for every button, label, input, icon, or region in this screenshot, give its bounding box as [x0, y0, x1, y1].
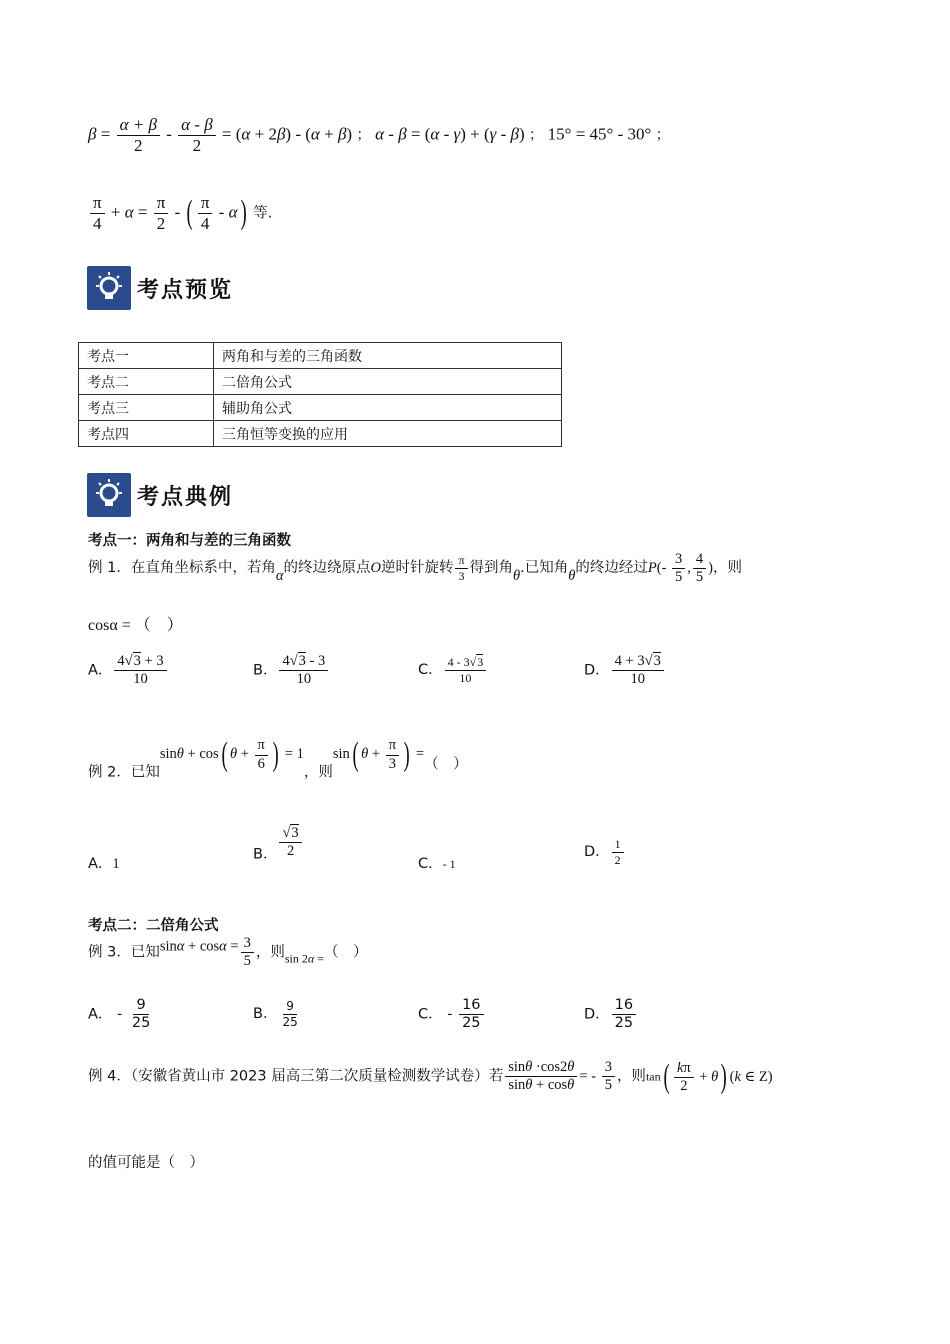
example-4: 例 4．（安徽省黄山市 2023 届高三第二次质量检测数学试卷）若 $\frac{\sin\theta \cdot\cos 2\theta}{\sin\theta + \cos\theta}$ = - $\frac{3}{5}$ ，则tan( $\frac{k\pi}{2}$ + θ) (k ∈ Z)	[88, 1058, 773, 1096]
option-b: B． $\frac{9}{25}$	[253, 999, 298, 1029]
table-cell: 考点一	[79, 343, 214, 369]
example-3: 例 3．已知sinα + cosα = $\frac{3}{5}$ ，则$_{sin 2\alpha =}$（ ）	[88, 935, 368, 970]
option-b: B． $\frac{4√3 - 3}{10}$	[253, 654, 330, 687]
formula-line-1: β = $\frac{\alpha + \beta}{2}$ - $\frac{\alpha - \beta}{2}$ = (α + 2β) - (α + β) ； α - β = (α - γ) + (γ - β) ； 15° = 45° - 30° ；	[88, 115, 671, 155]
table-cell: 考点二	[79, 369, 214, 395]
example-2: 例 2．已知sinθ + cos( θ + $\frac{\pi}{6}$ ) = 1，则sin( θ + $\frac{\pi}{3}$ ) =（ ）	[88, 736, 468, 781]
topic-heading: 考点一：两角和与差的三角函数	[88, 533, 291, 549]
table-cell: 两角和与差的三角函数	[214, 343, 562, 369]
option-d: D． $\frac{1}{2}$	[584, 838, 626, 866]
option-d: D． $\frac{4 + 3√3}{10}$	[584, 654, 666, 687]
example-4-question: 的值可能是（ ）	[88, 1155, 204, 1171]
option-a: A． - $\frac{9}{25}$	[88, 997, 151, 1032]
topic-table	[78, 342, 562, 447]
option-a: A． $\frac{4√3 + 3}{10}$	[88, 654, 169, 687]
option-c: C． $\frac{4 - 3√3}{10}$	[418, 656, 488, 684]
table-row	[79, 369, 562, 395]
example-1-question: cosα = （ ）	[88, 617, 183, 634]
option-c: C． - $\frac{16}{25}$	[418, 998, 486, 1031]
section-heading-examples	[87, 473, 233, 517]
table-row	[79, 395, 562, 421]
table-cell: 辅助角公式	[214, 395, 562, 421]
formula-line-2: $\frac{\pi}{4}$ + α = $\frac{\pi}{2}$ - ( $\frac{\pi}{4}$ - α) 等.	[88, 194, 272, 233]
lightbulb-icon	[87, 266, 131, 310]
section-title: 考点典例	[137, 484, 234, 510]
topic-heading: 考点二：二倍角公式	[88, 918, 219, 934]
table-row	[79, 343, 562, 369]
example-1: 例 1．在直角坐标系中，若角α的终边绕原点O逆时针旋转 $\frac{\pi}{3}$ 得到角θ.已知角θ的终边经过P(- $\frac{3}{5}$ , $\frac{4}{5}$ )，则	[88, 551, 742, 586]
section-title: 考点预览	[137, 277, 234, 303]
section-heading-preview	[87, 266, 233, 310]
separator: ；	[655, 127, 671, 144]
formula-suffix: 等.	[253, 205, 273, 222]
table-row	[79, 421, 562, 447]
degree-identity: 15° = 45° - 30°	[547, 124, 652, 144]
separator: ；	[356, 127, 371, 144]
separator: ；	[528, 127, 544, 144]
option-b: B． $\frac{√3}{2}$	[253, 826, 304, 864]
table-cell: 考点三	[79, 395, 214, 421]
table-cell: 三角恒等变换的应用	[214, 421, 562, 447]
option-a: A．1	[88, 856, 120, 872]
option-c: C．- 1	[418, 856, 456, 872]
option-d: D． $\frac{16}{25}$	[584, 998, 638, 1031]
table-cell: 考点四	[79, 421, 214, 447]
lightbulb-icon	[87, 473, 131, 517]
table-cell: 二倍角公式	[214, 369, 562, 395]
